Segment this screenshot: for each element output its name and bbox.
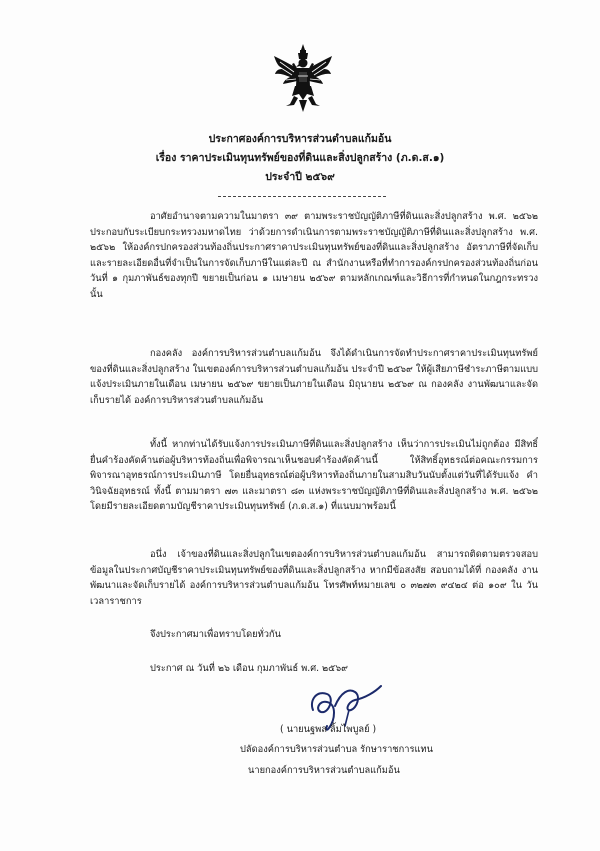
signer-acting-position: นายกองค์การบริหารส่วนตำบลแก้มอ้น [248,765,400,776]
paragraph-appeal-text: ทั้งนี้ หากท่านได้รับแจ้งการประเมินภาษีที่ดินและสิ่งปลูกสร้าง เห็นว่าการประเมินไม่ถูกต้อง มีสิทธิ์ยื่นคำร้องคัดค้านต่อผู้บริหารท้องถิ่นเพื่อพิจารณาเห็นชอบคำร้องคัดค้านนี้ ให้สิทธิ์อุทธรณ์ต่อคณะกรรมการพิจารณาอุทธรณ์การประเมินภาษี โดยยื่นอุทธรณ์ต่อผู้บริหารท้องถิ่นภายในสามสิบวันนับตั้งแต่วันที่ได้รับแจ้ง คำวินิจฉัยอุทธรณ์ ทั้งนี้ ตามมาตรา ๗๓ และมาตรา ๘๓ แห่งพระราชบัญญัติภาษีที่ดินและสิ่งปลูกสร้าง พ.ศ. ๒๕๖๒ โดยมีรายละเอียดตามบัญชีราคาประเมินทุนทรัพย์ (ภ.ด.ส.๑) ที่แนบมาพร้อมนี้ [90,439,538,513]
signer-name: ( นายนฐพล ลิ้มไพบูลย์ ) [280,724,377,735]
paragraph-authority-text: อาศัยอำนาจตามความในมาตรา ๓๙ ตามพระราชบัญญัติภาษีที่ดินและสิ่งปลูกสร้าง พ.ศ. ๒๕๖๒ ประกอบกับระเบียบกระทรวงมหาดไทย ว่าด้วยการดำเนินการตามพระราชบัญญัติภาษีที่ดินและสิ่งปลูกสร้าง พ.ศ. ๒๕๖๒ ให้องค์กรปกครองส่วนท้องถิ่นประกาศราคาประเมินทุนทรัพย์ของที่ดินและสิ่งปลูกสร้าง อัตราภาษีที่จัดเก็บ และรายละเอียดอื่นที่จำเป็นในการจัดเก็บภาษีในแต่ละปี ณ สำนักงานหรือที่ทำการองค์กรปกครองส่วนท้องถิ่นก่อนวันที่ ๑ กุมภาพันธ์ของทุกปี ขยายเป็นก่อน ๑ เมษายน ๒๕๖๙ ตามหลักเกณฑ์และวิธีการที่กำหนดในกฎกระทรวง นั้น [90,211,538,300]
announcement-subject: เรื่อง ราคาประเมินทุนทรัพย์ของที่ดินและสิ่งปลูกสร้าง (ภ.ด.ส.๑) [155,152,445,164]
paragraph-assessment [90,346,538,430]
announcement-year: ประจำปี ๒๕๖๙ [265,171,335,183]
signer-position: ปลัดองค์การบริหารส่วนตำบล รักษาราชการแทน [240,744,433,755]
paragraph-contact [90,547,538,613]
title-divider [218,196,386,197]
paragraph-appeal [90,437,538,541]
paragraph-authority [90,209,538,337]
paragraph-contact-text: อนึ่ง เจ้าของที่ดินและสิ่งปลูกในเขตองค์การบริหารส่วนตำบลแก้มอ้น สามารถติดตามตรวจสอบข้อมูลในประกาศบัญชีราคาประเมินทุนทรัพย์ของที่ดินและสิ่งปลูกสร้าง หากมีข้อสงสัย สอบถามได้ที่ กองคลัง งานพัฒนาและจัดเก็บรายได้ องค์การบริหารส่วนตำบลแก้มอ้น โทรศัพท์หมายเลข ๐ ๓๒๗๓ ๙๔๒๔ ต่อ ๑๐๙ ใน วันเวลาราชการ [90,549,538,607]
paragraph-assessment-text: กองคลัง องค์การบริหารส่วนตำบลแก้มอ้น จึงได้ดำเนินการจัดทำประกาศราคาประเมินทุนทรัพย์ของที่ดินและสิ่งปลูกสร้าง ในเขตองค์การบริหารส่วนตำบลแก้มอ้น ประจำปี ๒๕๖๙ ให้ผู้เสียภาษีชำระภาษีตามแบบแจ้งประเมินภายในเดือน เมษายน ๒๕๖๙ ขยายเป็นภายในเดือน มิถุนายน ๒๕๖๙ ณ กองคลัง งานพัฒนาและจัดเก็บรายได้ องค์การบริหารส่วนตำบลแก้มอ้น [90,348,538,406]
garuda-emblem-icon [272,42,334,114]
closing-statement: จึงประกาศมาเพื่อทราบโดยทั่วกัน [150,629,281,640]
announcement-date: ประกาศ ณ วันที่ ๒๖ เดือน กุมภาพันธ์ พ.ศ. ๒๕๖๙ [150,663,348,674]
announcement-title: ประกาศองค์การบริหารส่วนตำบลแก้มอ้น [208,133,392,145]
